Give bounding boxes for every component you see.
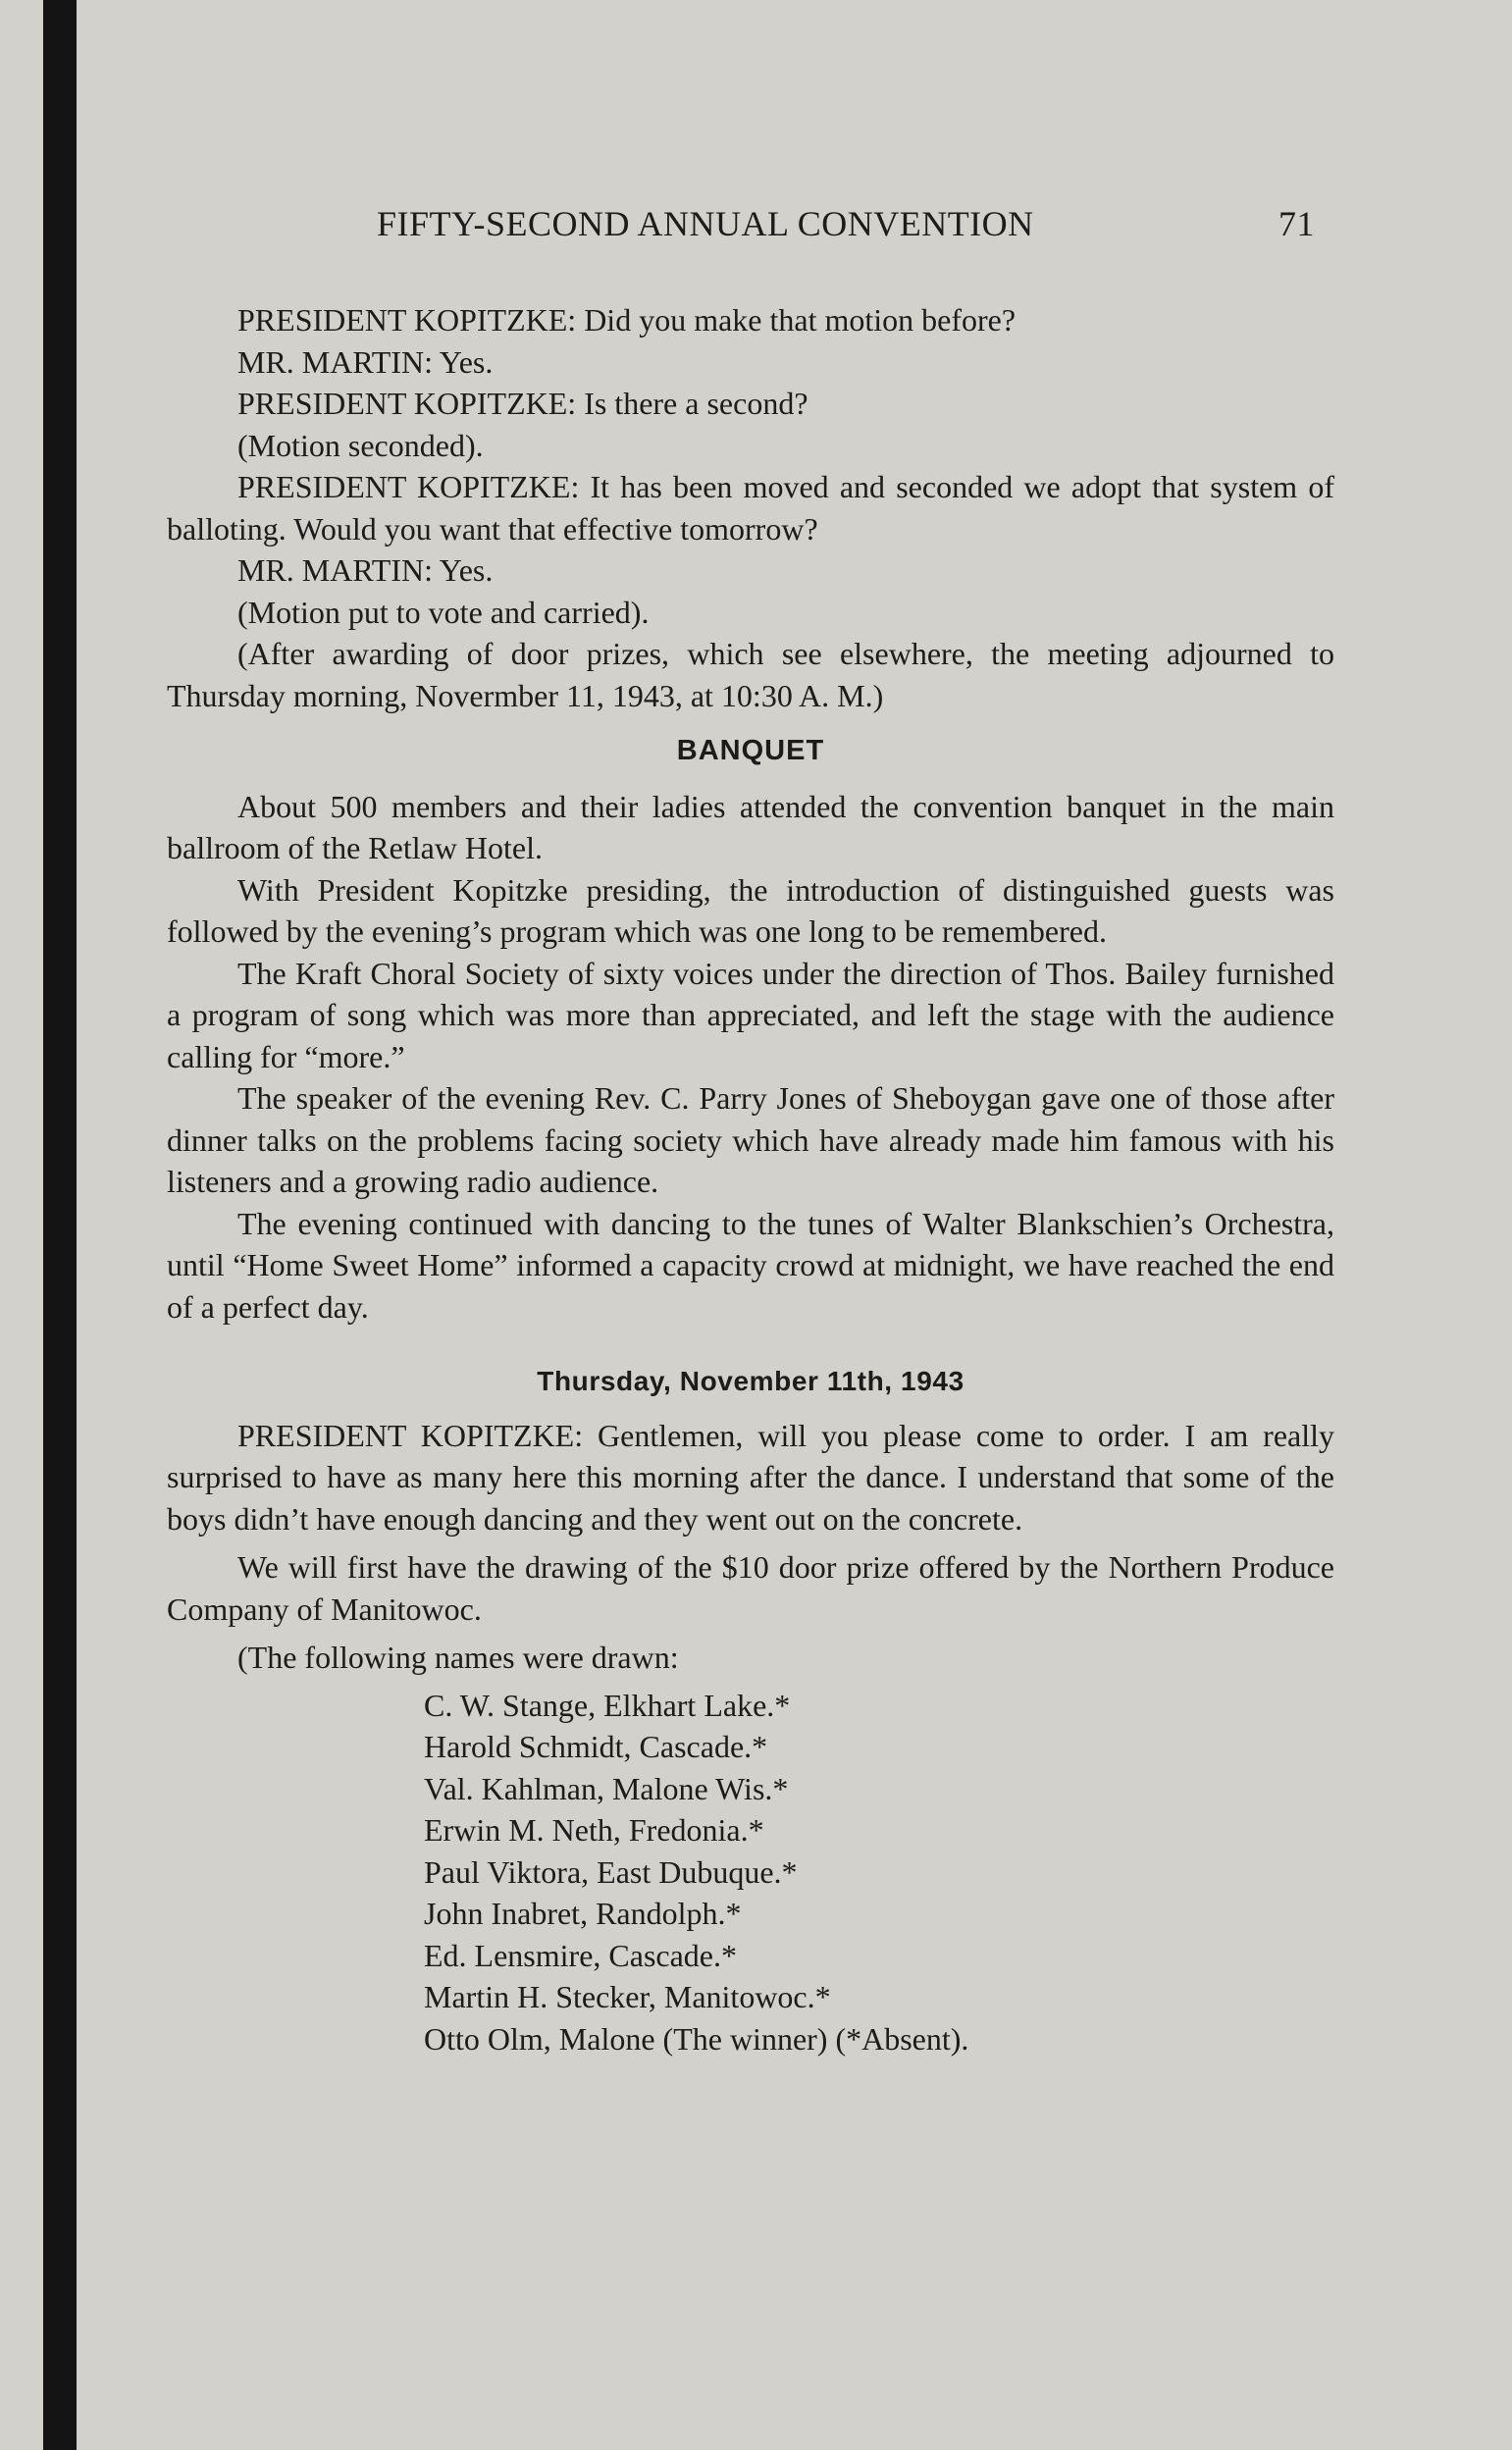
paragraph: PRESIDENT KOPITZKE: Is there a second? [237,386,808,421]
list-item: Martin H. Stecker, Manitowoc.* [424,1979,831,2014]
paragraph: The Kraft Choral Society of sixty voices under the direction of Thos. Bailey furnished a program of song which was more than appreciated, and left the stage with the audience calling for “more.” [167,955,1334,1074]
section-heading-thursday: Thursday, November 11th, 1943 [537,1366,965,1396]
paragraph: MR. MARTIN: Yes. [237,343,494,380]
binding-edge [43,0,77,2450]
paragraph: The speaker of the evening Rev. C. Parry Jones of Sheboygan gave one of those after dinner talks on the problems facing society which have already made him famous with his listeners and a growing radio audience. [167,1080,1334,1199]
page-number: 71 [1278,204,1315,243]
paragraph: PRESIDENT KOPITZKE: Gentlemen, will you please come to order. I am really surprised to have as many here this morning after the dance. I understand that some of the boys didn’t have enough dancing and they went out on the concrete. [167,1417,1334,1537]
paragraph: (The following names were drawn: [237,1640,679,1675]
paragraph: With President Kopitzke presiding, the introduction of distinguished guests was followed by the evening’s program which was one long to be remembered. [167,871,1334,949]
body-text [167,299,1334,2059]
list-item: Otto Olm, Malone (The winner) (*Absent). [424,2020,969,2057]
paragraph: MR. MARTIN: Yes. [237,552,494,588]
list-item: C. W. Stange, Elkhart Lake.* [424,1687,791,1723]
paragraph: (Motion put to vote and carried). [237,594,650,630]
running-head [167,203,1334,252]
paragraph: (Motion seconded). [237,427,484,463]
list-item: Erwin M. Neth, Fredonia.* [424,1812,764,1848]
list-item: Ed. Lensmire, Cascade.* [424,1937,737,1973]
section-heading-banquet: BANQUET [676,735,825,766]
drawn-names-list [424,1685,1334,2060]
list-item: Harold Schmidt, Cascade.* [424,1729,768,1764]
paragraph: (After awarding of door prizes, which see elsewhere, the meeting adjourned to Thursday morning, Novermber 11, 1943, at 10:30 A. M.) [167,636,1334,713]
paragraph: PRESIDENT KOPITZKE: It has been moved and seconded we adopt that system of balloting. Would you want that effective tomorrow? [167,469,1334,547]
paragraph: About 500 members and their ladies attended the convention banquet in the main ballroom of the Retlaw Hotel. [167,788,1334,865]
paragraph: PRESIDENT KOPITZKE: Did you make that motion before? [237,302,1017,338]
paragraph: We will first have the drawing of the $10 door prize offered by the Northern Produce Company of Manitowoc. [167,1549,1334,1627]
document-page [167,191,1334,2409]
list-item: John Inabret, Randolph.* [424,1896,742,1931]
list-item: Paul Viktora, East Dubuque.* [424,1853,798,1890]
list-item: Val. Kahlman, Malone Wis.* [424,1770,789,1806]
running-head-title: FIFTY-SECOND ANNUAL CONVENTION [377,204,1034,243]
paragraph: The evening continued with dancing to the tunes of Walter Blankschien’s Orchestra, until “Home Sweet Home” informed a capacity crowd at midnight, we have reached the end of a perfect day. [167,1205,1334,1325]
